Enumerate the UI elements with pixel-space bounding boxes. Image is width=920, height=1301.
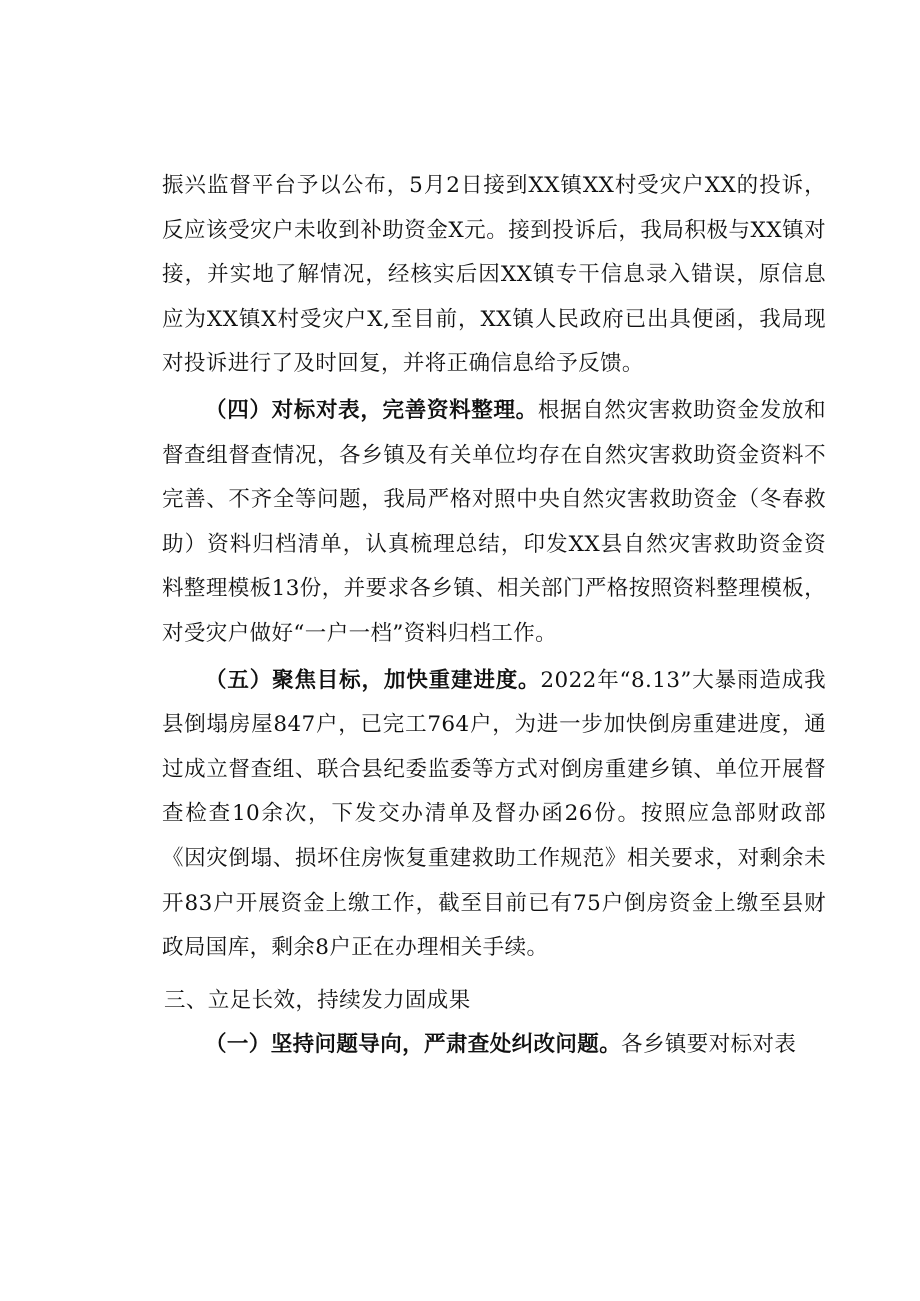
paragraph-lead-heading: （一）坚持问题导向，严肃查处纠改问题。 bbox=[205, 1032, 622, 1058]
paragraph-problem-orientation bbox=[162, 1023, 826, 1068]
paragraph-reconstruction-progress bbox=[162, 659, 826, 971]
paragraph-text: 根据自然灾害救助资金发放和督查组督查情况，各乡镇及有关单位均存在自然灾害救助资金资料不完善、不齐全等问题，我局严格对照中央自然灾害救助资金（冬春救助）资料归档清单，认真梳理总结，印发XX县自然灾害救助资金资料整理模板13份，并要求各乡镇、相关部门严格按照资料整理模板，对受灾户做好“一户一档”资料归档工作。 bbox=[162, 397, 826, 646]
paragraph-lead-heading: （五）聚焦目标，加快重建进度。 bbox=[205, 667, 541, 693]
paragraph-lead-heading: （四）对标对表，完善资料整理。 bbox=[205, 397, 538, 423]
document-body bbox=[162, 164, 826, 1068]
paragraph-text: 各乡镇要对标对表 bbox=[621, 1032, 797, 1058]
paragraph-data-organization bbox=[162, 389, 826, 657]
paragraph-text: 2022年“8.13”大暴雨造成我县倒塌房屋847户，已完工764户，为进一步加快倒房重建进度，通过成立督查组、联合县纪委监委等方式对倒房重建乡镇、单位开展督查检查10余次，下发交办清单及督办函26份。按照应急部财政部《因灾倒塌、损坏住房恢复重建救助工作规范》相关要求，对剩余未开83户开展资金上缴工作，截至目前已有75户倒房资金上缴至县财政局国库，剩余8户正在办理相关手续。 bbox=[162, 667, 826, 961]
paragraph-complaint-handling bbox=[162, 164, 826, 387]
section-heading: 三、立足长效，持续发力固成果 bbox=[164, 987, 471, 1013]
paragraph-text: 振兴监督平台予以公布，5月2日接到XX镇XX村受灾户XX的投诉，反应该受灾户未收到补助资金X元。接到投诉后，我局积极与XX镇对接，并实地了解情况，经核实后因XX镇专干信息录入错误，原信息应为XX镇X村受灾户X,至目前，XX镇人民政府已出具便函，我局现对投诉进行了及时回复，并将正确信息给予反馈。 bbox=[162, 173, 826, 377]
